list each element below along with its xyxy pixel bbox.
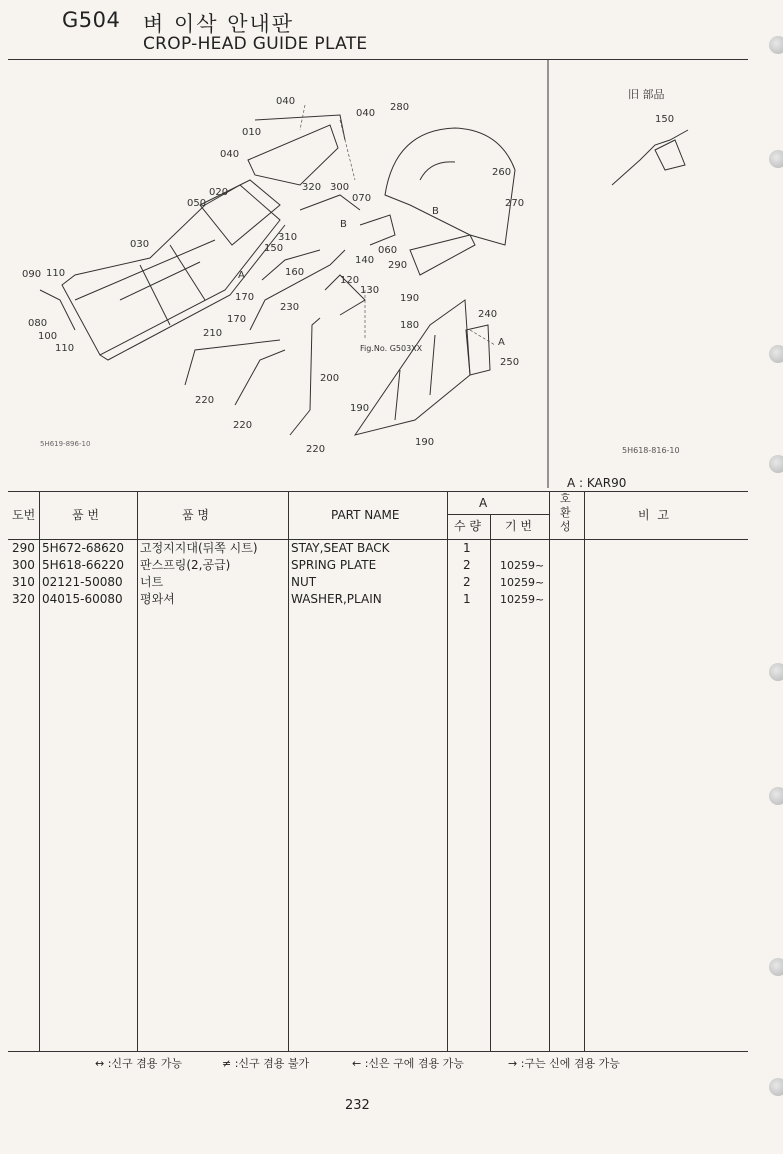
- legend-old-fits-new: → :구는 신에 겸용 가능: [508, 1057, 620, 1070]
- row-qty: 2: [463, 575, 471, 589]
- binder-hole: [769, 663, 783, 681]
- callout-200: 200: [320, 373, 340, 384]
- header-part-no: 품 번: [72, 508, 99, 522]
- binder-hole: [769, 36, 783, 54]
- col-line-4: [447, 491, 448, 1051]
- binder-hole: [769, 345, 783, 363]
- row-qty: 2: [463, 558, 471, 572]
- callout-180: 180: [400, 320, 420, 331]
- callout-a2: A: [498, 337, 505, 348]
- callout-210: 210: [203, 328, 223, 339]
- plate-180: [355, 300, 490, 435]
- callout-170a: 170: [235, 292, 255, 303]
- callout-240: 240: [478, 309, 498, 320]
- callout-010: 010: [242, 127, 262, 138]
- binder-hole: [769, 455, 783, 473]
- row-part-no: 5H618-66220: [42, 558, 125, 572]
- callout-160: 160: [285, 267, 305, 278]
- row-part-name: STAY,SEAT BACK: [291, 541, 390, 555]
- header-part-name: PART NAME: [331, 508, 400, 522]
- table-header-rule: [8, 539, 748, 540]
- row-serial: 10259~: [500, 593, 545, 606]
- col-line-7: [584, 491, 585, 1051]
- row-serial: 10259~: [500, 559, 545, 572]
- table-group-rule: [447, 514, 549, 515]
- callout-110a: 110: [46, 268, 66, 279]
- header-remarks: 비 고: [638, 508, 671, 522]
- legend-not-interchangeable: ≠ :신구 겸용 불가: [222, 1057, 310, 1070]
- row-qty: 1: [463, 592, 471, 606]
- callout-220a: 220: [195, 395, 215, 406]
- row-serial: 10259~: [500, 576, 545, 589]
- col-line-3: [288, 491, 289, 1051]
- callout-280: 280: [390, 102, 410, 113]
- callout-190a: 190: [400, 293, 420, 304]
- row-name-ko: 평와셔: [140, 592, 175, 606]
- fig-reference: Fig.No. G503XX: [360, 344, 423, 353]
- callout-060: 060: [378, 245, 398, 256]
- row-part-no: 04015-60080: [42, 592, 123, 606]
- callout-040c: 040: [220, 149, 240, 160]
- row-no: 320: [12, 592, 35, 606]
- binder-hole: [769, 958, 783, 976]
- col-line-1: [39, 491, 40, 1051]
- left-ref-code: 5H619-896-10: [40, 440, 91, 448]
- header-qty: 수 량: [454, 519, 481, 533]
- row-no: 300: [12, 558, 35, 572]
- callout-300: 300: [330, 182, 350, 193]
- col-line-5: [490, 514, 491, 1051]
- callout-120: 120: [340, 275, 360, 286]
- callout-250: 250: [500, 357, 520, 368]
- callout-040a: 040: [276, 96, 296, 107]
- row-no: 310: [12, 575, 35, 589]
- callout-labels: [22, 96, 674, 455]
- callout-190c: 190: [415, 437, 435, 448]
- callout-140: 140: [355, 255, 375, 266]
- callout-230: 230: [280, 302, 300, 313]
- row-part-name: WASHER,PLAIN: [291, 592, 382, 606]
- kar-note: A : KAR90: [567, 476, 627, 490]
- header-serial: 기 번: [505, 519, 532, 533]
- callout-260: 260: [492, 167, 512, 178]
- header-group-a: A: [479, 496, 488, 510]
- row-part-no: 02121-50080: [42, 575, 123, 589]
- callout-100: 100: [38, 331, 58, 342]
- binder-hole: [769, 150, 783, 168]
- callout-050: 050: [187, 198, 207, 209]
- header-compat: 호 환 성: [560, 492, 571, 533]
- callout-290: 290: [388, 260, 408, 271]
- col-line-6: [549, 491, 550, 1051]
- guide-plate-assembly: [62, 115, 345, 360]
- right-ref-code: 5H618-816-10: [622, 446, 680, 455]
- callout-170b: 170: [227, 314, 247, 325]
- exploded-diagram: [0, 0, 783, 490]
- callout-b1: B: [432, 206, 439, 217]
- inset-old-part: [612, 130, 688, 185]
- table-bottom-rule: [8, 1051, 748, 1052]
- callout-030: 030: [130, 239, 150, 250]
- callout-110b: 110: [55, 343, 75, 354]
- row-name-ko: 고정지지대(뒤쪽 시트): [140, 541, 258, 555]
- callout-320: 320: [302, 182, 322, 193]
- callout-020: 020: [209, 187, 229, 198]
- header-no: 도번: [12, 508, 36, 522]
- callout-220b: 220: [233, 420, 253, 431]
- callout-090: 090: [22, 269, 42, 280]
- row-part-name: SPRING PLATE: [291, 558, 377, 572]
- page-number: 232: [345, 1098, 370, 1113]
- header-name-ko: 품 명: [182, 508, 209, 522]
- binder-hole: [769, 787, 783, 805]
- col-line-2: [137, 491, 138, 1051]
- figure-code: G504: [62, 8, 121, 32]
- legend-interchangeable: ↔ :신구 겸용 가능: [95, 1057, 183, 1070]
- inset-title: 旧 部品: [628, 88, 665, 101]
- callout-220c: 220: [306, 444, 326, 455]
- binder-hole: [769, 1078, 783, 1096]
- callout-190b: 190: [350, 403, 370, 414]
- callout-130: 130: [360, 285, 380, 296]
- row-name-ko: 너트: [140, 575, 164, 589]
- title-english: CROP-HEAD GUIDE PLATE: [143, 34, 368, 54]
- callout-150: 150: [264, 243, 284, 254]
- row-part-no: 5H672-68620: [42, 541, 125, 555]
- table-top-rule: [8, 491, 748, 492]
- cover-plate-260: [385, 128, 515, 275]
- callout-310: 310: [278, 232, 298, 243]
- row-qty: 1: [463, 541, 471, 555]
- callout-270: 270: [505, 198, 525, 209]
- callout-a1: A: [238, 270, 245, 281]
- row-no: 290: [12, 541, 35, 555]
- row-part-name: NUT: [291, 575, 317, 589]
- callout-150-inset: 150: [655, 114, 675, 125]
- callout-b2: B: [340, 219, 347, 230]
- title-korean: 벼 이삭 안내판: [143, 12, 295, 36]
- callout-040b: 040: [356, 108, 376, 119]
- legend-new-fits-old: ← :신은 구에 겸용 가능: [352, 1057, 464, 1070]
- row-name-ko: 판스프링(2,공급): [140, 558, 231, 572]
- callout-070: 070: [352, 193, 372, 204]
- callout-080: 080: [28, 318, 48, 329]
